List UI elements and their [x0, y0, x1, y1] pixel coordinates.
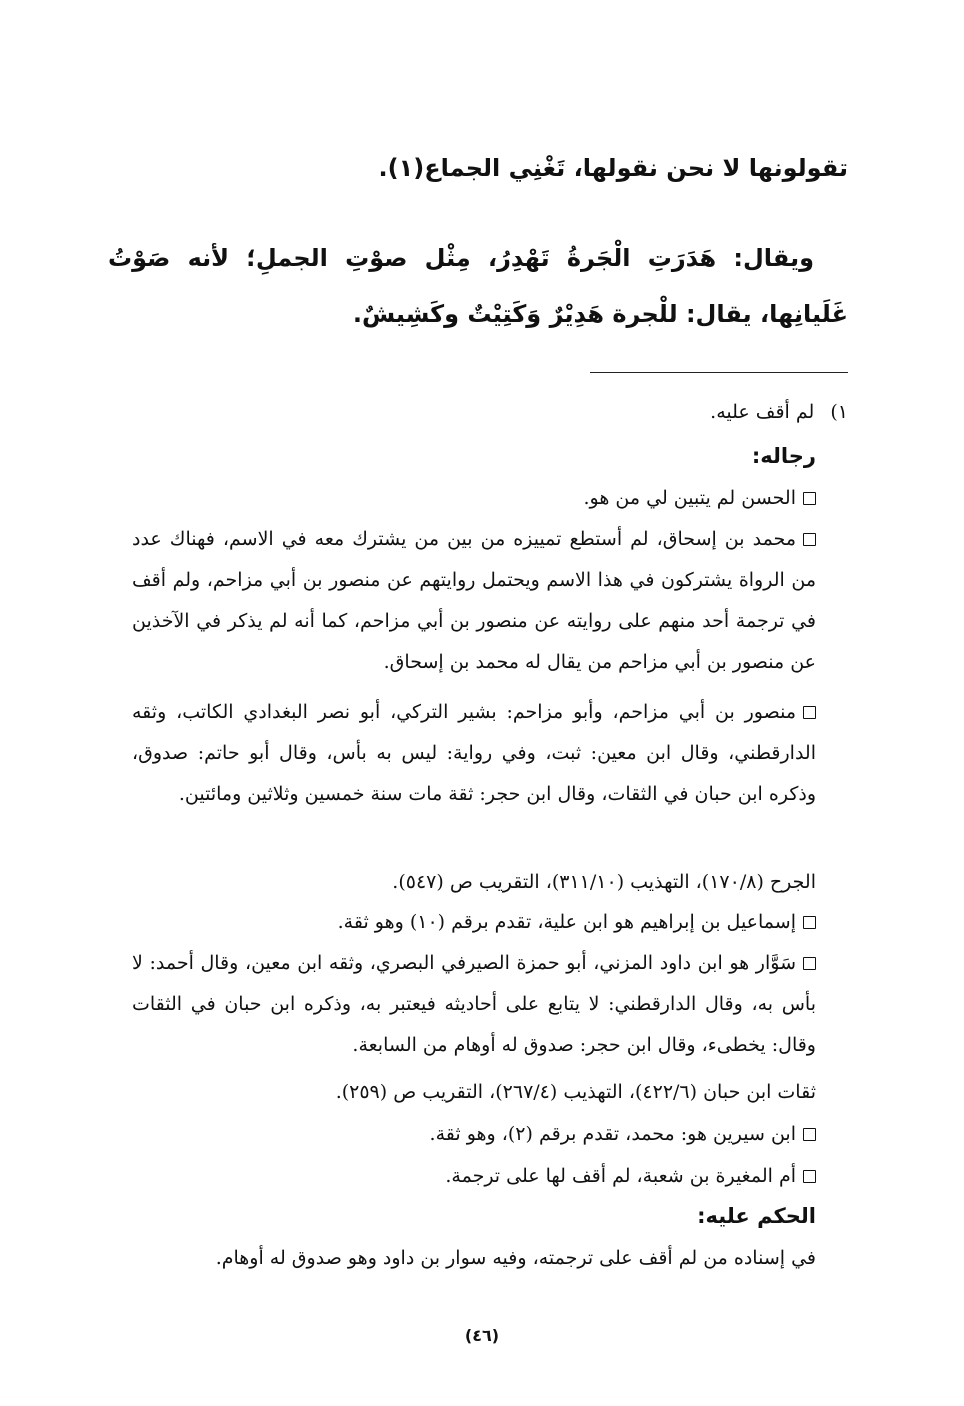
bullet-text: سَوَّار هو ابن داود المزني، أبو حمزة الصيرفي البصري، وثقه ابن معين، وقال أحمد: لا بأس به، وقال الدارقطني: لا يتابع على أحاديثه فيعتبر به، وذكره ابن حبان في الثقات وقال: يخطىء، وقال ابن حجر: صدوق له أوهام من السابعة.: [132, 952, 816, 1056]
page-number: (٤٦): [464, 1326, 500, 1345]
bullet-item: [132, 1114, 816, 1155]
bullet-text: الحسن لم يتبين لي من هو.: [583, 487, 796, 509]
bullet-item: [132, 1156, 816, 1197]
main-text-line: تقولونها لا نحن نقولها، تَغْنِي الجماع(١).: [378, 154, 848, 182]
checkbox-square-icon: [803, 492, 816, 505]
hukm-text: في إسناده من لم أقف على ترجمته، وفيه سوار بن داود وهو صدوق له أوهام.: [215, 1247, 816, 1269]
hukm-heading: الحكم عليه:: [697, 1204, 816, 1228]
checkbox-square-icon: [803, 957, 816, 970]
footnote-divider: [590, 372, 848, 373]
bullet-item: [132, 519, 816, 683]
checkbox-square-icon: [803, 706, 816, 719]
bullet-item: [132, 902, 816, 943]
checkbox-square-icon: [803, 1170, 816, 1183]
checkbox-square-icon: [803, 1128, 816, 1141]
bullet-text: ابن سيرين هو: محمد، تقدم برقم (٢)، وهو ثقة.: [429, 1123, 796, 1145]
reference-line: الجرح (١٧٠/٨)، التهذيب (٣١١/١٠)، التقريب ص (٥٤٧).: [392, 871, 816, 893]
bullet-text: محمد بن إسحاق، لم أستطع تمييزه من بين من يشترك معه في الاسم، فهناك عدد من الرواة يشتركون في هذا الاسم ويحتمل روايتهم عن منصور بن أبي مزاحم، ولم أقف في ترجمة أحد منهم على روايته عن منصور بن أبي مزاحم، كما أنه لم يذكر في الآخذين عن منصور بن أبي مزاحم من يقال له محمد بن إسحاق.: [132, 528, 816, 673]
checkbox-square-icon: [803, 533, 816, 546]
footnote-line: [148, 392, 848, 433]
footnote-number: ١): [830, 401, 848, 423]
rijal-heading: رجاله:: [751, 444, 816, 468]
checkbox-square-icon: [803, 916, 816, 929]
footnote-text: لم أقف عليه.: [710, 401, 815, 423]
reference-line: ثقات ابن حبان (٤٢٢/٦)، التهذيب (٢٦٧/٤)، التقريب ص (٢٥٩).: [335, 1081, 816, 1103]
bullet-item: [132, 692, 816, 815]
bullet-text: إسماعيل بن إبراهيم هو ابن علية، تقدم برقم (١٠) وهو ثقة.: [337, 911, 796, 933]
bullet-item: [132, 478, 816, 519]
bullet-text: أم المغيرة بن شعبة، لم أقف لها على ترجمة.: [445, 1165, 796, 1187]
bullet-item: [132, 943, 816, 1066]
bullet-text: منصور بن أبي مزاحم، وأبو مزاحم: بشير التركي، أبو نصر البغدادي الكاتب، وثقه الدارقطني، وقال ابن معين: ثبت، وفي رواية: ليس به بأس، وقال أبو حاتم: صدوق، وذكره ابن حبان في الثقات، وقال ابن حجر: ثقة مات سنة خمسين وثلاثين ومائتين.: [132, 701, 816, 805]
main-text-paragraph: ويقال: هَدَرَتِ الْجَرةُ تَهْدِرُ، مِثْل صوْتِ الجملِ؛ لأنه صَوْتُ غَلَيانِها، يقال: للْجرة هَدِيْرٌ وَكَتِيْتٌ وكَشِيشٌ.: [108, 244, 848, 328]
